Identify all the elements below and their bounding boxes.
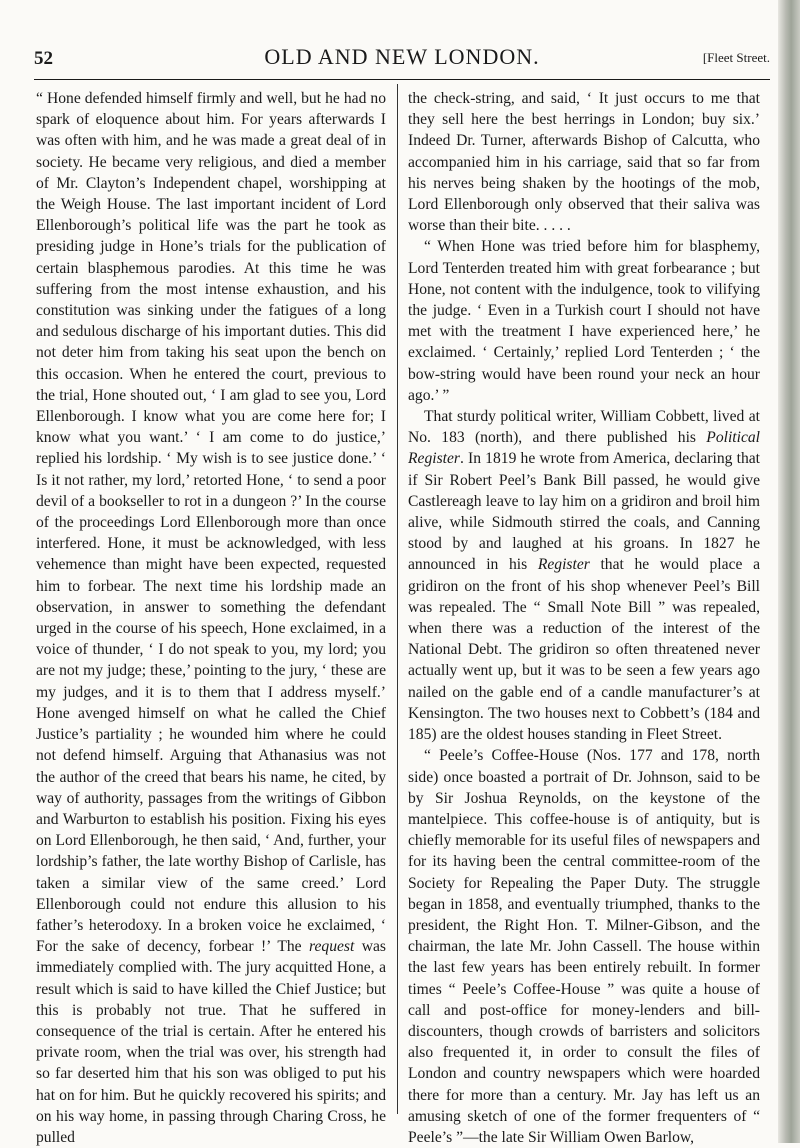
column-divider [397,84,398,1114]
right-p3-a: That sturdy political writer, William Cobbett, lived at No. 183 (north), and there published his [408,408,760,447]
left-paragraph-1 [36,88,386,1148]
left-column [36,88,386,1148]
left-p1-tail: was immediately complied with. The jury acquitted Hone, a result which is said to have killed the Chief Justice; but this is probably not true. That he suffered in consequence of the trial is certain. After he entered his private room, when the trial was over, his strength had so far deserted him that his son was obliged to put his hat on for him. But he quickly recovered his spirits; and on his way home, in passing through Charing Cross, he pulled [36,938,387,1146]
page-number: 52 [34,48,53,69]
left-p1-italic: request [309,938,355,956]
running-title: OLD AND NEW LONDON. [264,44,540,69]
header-rule [34,79,770,80]
right-p3-italic-1: Political Register [408,429,760,468]
page-header [34,36,770,76]
left-p1-text: “ Hone defended himself firmly and well, but he had no spark of eloquence about him. For years afterwards I was often with him, and he was made a great deal of in society. He became very religious, and died a member of Mr. Clayton’s Independent chapel, worshipping at the Weigh House. The last important incident of Lord Ellenborough’s political life was the part he took as presiding judge in Hone’s trials for the publication of certain blasphemous parodies. At this time he was suffering from the most intense exhaustion, and his constitution was sinking under the fatigues of a long and sedulous discharge of his important duties. This did not deter him from taking his seat upon the bench on this occasion. When he entered the court, previous to the trial, Hone shouted out, ‘ I am glad to see you, Lord Ellenborough. I know what you are come here for; I know what you want.’ ‘ I am come to do justice,’ replied his lordship. ‘ My wish is to see justice done.’ ‘ Is it not rather, my lord,’ retorted Hone, ‘ to send a poor devil of a bookseller to rot in a dungeon ?’ In the course of the proceedings Lord Ellenborough more than once interfered. Hone, it must be acknowledged, with less vehemence than might have been expected, requested him to forbear. The next time his lordship made an observation, in answer to something the defendant urged in the course of his speech, Hone exclaimed, in a voice of thunder, ‘ I do not speak to you, my lord; you are not my judge; these,’ pointing to the jury, ‘ these are my judges, and it is to them that I address myself.’ Hone avenged himself on what he called the Chief Justice’s partiality ; he wounded him where he could not defend himself. Arguing that Athanasius was not the author of the creed that bears his name, he cited, by way of authority, passages from the writings of Gibbon and Warburton to establish his position. Fixing his eyes on Lord Ellenborough, he then said, ‘ And, further, your lordship’s father, the late worthy Bishop of Carlisle, has taken a similar view of the same creed.’ Lord Ellenborough could not endure this allusion to his father’s heterodoxy. In a broken voice he exclaimed, ‘ For the sake of decency, forbear !’ The [36,90,386,956]
right-paragraph-4: “ Peele’s Coffee-House (Nos. 177 and 178, north side) once boasted a portrait of Dr. Johnson, said to be by Sir Joshua Reynolds, on the keystone of the mantelpiece. This coffee-house is of antiquity, but is chiefly memorable for its useful files of newspapers and for its having been the central committee-room of the Society for Repealing the Paper Duty. The struggle began in 1858, and eventually triumphed, thanks to the president, the Right Hon. T. Milner-Gibson, and the chairman, the late Mr. John Cassell. The house within the last few years has been entirely rebuilt. In former times “ Peele’s Coffee-House ” was quite a house of call and post-office for money-lenders and bill-discounters, though crowds of barristers and solicitors also frequented it, in order to consult the files of London and country newspapers which were hoarded there for more than a century. Mr. Jay has left us an amusing sketch of one of the former frequenters of “ Peele’s ”—the late Sir William Owen Barlow, [408,747,760,1146]
section-label: [Fleet Street. [702,50,770,65]
right-p3-italic-2: Register [537,556,590,574]
right-paragraph-2: “ When Hone was tried before him for blasphemy, Lord Tenterden treated him with great forbearance ; but Hone, not content with the indulgence, took to vilifying the judge. ‘ Even in a Turkish court I should not have met with the treatment I have experienced here,’ he exclaimed. ‘ Certainly,’ replied Lord Tenterden ; ‘ the bow-string would have been round your neck an hour ago.’ ” [408,238,760,404]
right-column [408,88,760,1148]
right-p3-b: . In 1819 he wrote from America, declaring that if Sir Robert Peel’s Bank Bill passed, he would give Castlereagh leave to lay him on a gridiron and broil him alive, while Sidmouth stirred the coals, and Canning stood by and laughed at his groans. In 1827 he announced in his [408,450,760,574]
page-edge-shadow [778,0,800,1143]
right-paragraph-1: the check-string, and said, ‘ It just occurs to me that they sell here the best herrings in London; buy six.’ Indeed Dr. Turner, afterwards Bishop of Calcutta, who accompanied him in his carriage, said that so far from his nerves being shaken by the hootings of the mob, Lord Ellenborough only observed that their saliva was worse than their bite. . . . . [408,90,760,235]
right-paragraph-3 [408,406,760,745]
right-p3-c: that he would place a gridiron on the front of his shop whenever Peel’s Bill was repealed. The “ Small Note Bill ” was repealed, when there was a reduction of the interest of the National Debt. The gridiron so often threatened never actually went up, but it was to be seen a few years ago nailed on the gable end of a candle manufacturer’s at Kensington. The two houses next to Cobbett’s (184 and 185) are the oldest houses standing in Fleet Street. [408,556,760,744]
